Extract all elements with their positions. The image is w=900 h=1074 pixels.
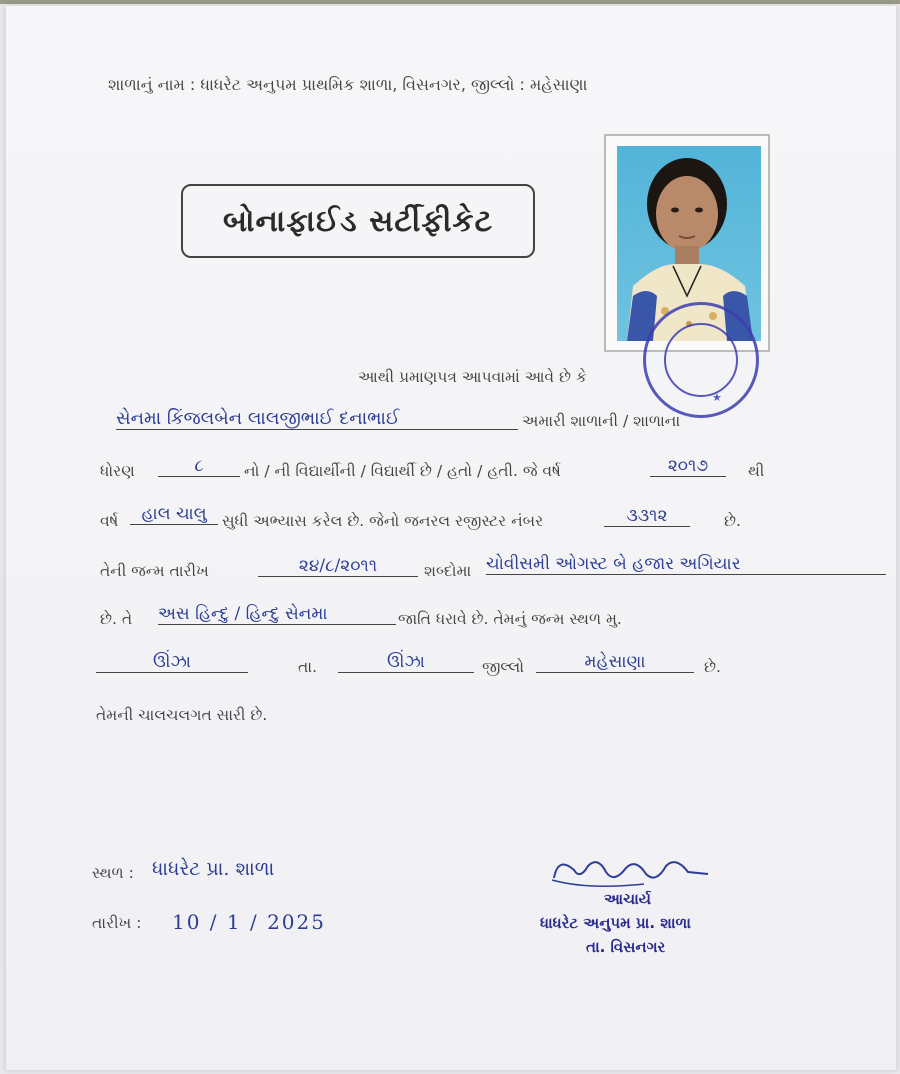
seal-taluka: તા. વિસનગર xyxy=(586,938,666,956)
village-value: ઊંઝા xyxy=(96,652,248,673)
intro-text: આથી પ્રમાણપત્ર આપવામાં આવે છે કે xyxy=(358,368,587,386)
caste-prefix: છે. તે xyxy=(100,610,133,628)
district-value: મહેસાણા xyxy=(536,652,694,673)
words-label: શબ્દોમા xyxy=(424,562,472,580)
student-name: સેનમા કિંજલબેન લાલજીભાઈ દનાભાઈ xyxy=(116,408,518,430)
year-label: વર્ષ xyxy=(100,512,119,530)
conduct-text: તેમની ચાલચલગત સારી છે. xyxy=(96,706,268,724)
page-top-edge xyxy=(0,0,900,4)
certificate-title: બોનાફાઈડ સર્ટીફીકેટ xyxy=(222,203,494,239)
district-label: જીલ્લો xyxy=(482,658,525,676)
stamp-inner-ring xyxy=(664,323,738,397)
seal-school: ધાધરેટ અનુપમ પ્રા. શાળા xyxy=(540,914,691,932)
school-stamp xyxy=(643,302,759,418)
stamp-star: ★ xyxy=(712,391,722,404)
date-value: 10 / 1 / 2025 xyxy=(172,910,326,934)
district-tail: છે. xyxy=(704,658,721,676)
place-value: ધાધરેટ પ્રા. શાળા xyxy=(152,858,275,880)
year-from: ૨૦૧૭ xyxy=(650,456,726,477)
place-label: સ્થળ : xyxy=(92,864,134,882)
caste-value: અસ હિન્દુ / હિન્દુ સેનમા xyxy=(158,604,396,625)
std-label: ધોરણ xyxy=(100,462,135,480)
taluka-value: ઊંઝા xyxy=(338,652,474,673)
study-text: સુધી અભ્યાસ કરેલ છે. જેનો જનરલ રજીસ્ટર નંબર xyxy=(222,512,544,530)
school-header: શાળાનું નામ : ધાધરેટ અનુપમ પ્રાથમિક શાળા, વિસનગર, જીલ્લો : મહેસાણા xyxy=(108,75,588,94)
gr-tail: છે. xyxy=(724,512,741,530)
year-to: હાલ ચાલુ xyxy=(130,504,218,525)
std-value: ૮ xyxy=(158,456,240,477)
std-tail: નો / ની વિદ્યાર્થીની / વિદ્યાર્થી છે / હતો / હતી. જે વર્ષ xyxy=(244,462,561,480)
date-label: તારીખ : xyxy=(92,914,142,932)
certificate-title-box xyxy=(181,184,535,258)
line1-tail: અમારી શાળાની / શાળાના xyxy=(522,412,681,430)
gr-number: ૩૩૧૨ xyxy=(604,506,690,527)
year-from-tail: થી xyxy=(748,462,765,480)
taluka-label: તા. xyxy=(298,658,318,676)
dob-value: ૨૪/૮/૨૦૧૧ xyxy=(258,556,418,577)
caste-tail: જાતિ ધરાવે છે. તેમનું જન્મ સ્થળ મુ. xyxy=(398,610,622,628)
dob-label: તેની જન્મ તારીખ xyxy=(100,562,209,580)
seal-role: આચાર્ય xyxy=(604,890,652,908)
dob-words: ચોવીસમી ઓગસ્ટ બે હજાર અગિયાર xyxy=(486,554,886,575)
